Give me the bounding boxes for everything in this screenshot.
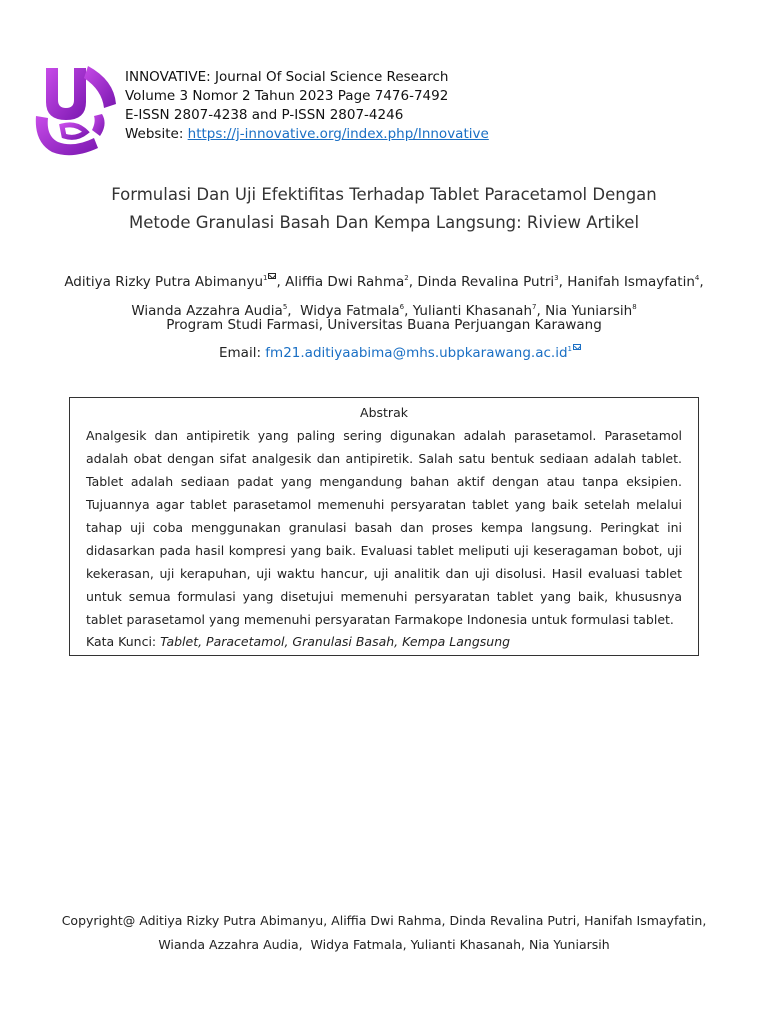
- website-link[interactable]: https://j-innovative.org/index.php/Innovative: [187, 126, 489, 142]
- footer-line-2: Wianda Azzahra Audia, Widya Fatmala, Yulianti Khasanah, Nia Yuniarsih: [158, 937, 610, 952]
- author-sup: 1: [263, 274, 268, 282]
- author-line-1: Aditiya Rizky Putra Abimanyu$^1$ , Aliffia Dwi Rahma$^2$, Dinda Revalina Putri$^3$, Hanifah Ismayfatin$^4$,: [64, 274, 704, 290]
- author-sup: 5: [282, 303, 288, 311]
- title-line-1: Formulasi Dan Uji Efektifitas Terhadap Tablet Paracetamol Dengan: [111, 185, 657, 204]
- author-sup: 8: [632, 303, 637, 311]
- abstract-text: Analgesik dan antipiretik yang paling sering digunakan adalah parasetamol. Parasetamol adalah obat dengan sifat analgesik dan antipiretik. Salah satu bentuk sediaan adalah tablet. Tablet adalah sediaan padat yang mengandung bahan aktif dengan atau tanpa eksipien. Tujuannya agar tablet parasetamol memenuhi persyaratan tablet yang baik setelah melalui tahap uji coba menggunakan granulasi basah dan proses kempa langsung. Peringkat ini didasarkan pada hasil kompresi yang baik. Evaluasi tablet meliputi uji keseragaman bobot, uji kekerasan, uji kerapuhan, uji waktu hancur, uji analitik dan uji disolusi. Hasil evaluasi tablet untuk semua formulasi yang disetujui memenuhi persyaratan tablet yang baik, khususnya tablet parasetamol yang memenuhi persyaratan Farmakope Indonesia untuk formulasi tablet.: [86, 428, 682, 627]
- journal-header: [125, 68, 489, 144]
- keywords-label: Kata Kunci:: [86, 634, 161, 649]
- journal-logo: [28, 60, 120, 160]
- affiliation: Program Studi Farmasi, Universitas Buana Perjuangan Karawang: [166, 317, 602, 333]
- title-line-2: Metode Granulasi Basah Dan Kempa Langsung: Riview Artikel: [128, 213, 640, 232]
- author-name: Widya Fatmala: [300, 303, 400, 319]
- abstract-box: [69, 397, 699, 656]
- author-name: Nia Yuniarsih: [545, 303, 633, 319]
- author-line-2: Wianda Azzahra Audia$^5$, Widya Fatmala$^6$, Yulianti Khasanah$^7$, Nia Yuniarsih$^8$: [131, 303, 637, 319]
- email-sup: 1: [567, 345, 572, 353]
- website-label: Website:: [125, 126, 188, 142]
- email-address[interactable]: fm21.aditiyaabima@mhs.ubpkarawang.ac.id: [265, 345, 568, 361]
- author-name: Yulianti Khasanah: [412, 303, 532, 319]
- article-title: [0, 181, 768, 237]
- journal-website: [125, 125, 489, 144]
- journal-issn: E-ISSN 2807-4238 and P-ISSN 2807-4246: [125, 107, 404, 123]
- mail-icon: [573, 344, 581, 350]
- author-name: Aliffia Dwi Rahma: [285, 274, 405, 290]
- contact-email: [0, 344, 768, 361]
- author-sup: 2: [404, 274, 409, 282]
- journal-volume: Volume 3 Nomor 2 Tahun 2023 Page 7476-7492: [125, 88, 449, 104]
- keywords: [86, 632, 682, 652]
- author-name: Wianda Azzahra Audia: [131, 303, 283, 319]
- email-label: Email:: [219, 345, 266, 361]
- author-sup: 3: [554, 274, 559, 282]
- author-sup: 7: [532, 303, 537, 311]
- mail-icon: [268, 273, 276, 279]
- author-name: Dinda Revalina Putri: [417, 274, 555, 290]
- author-sup: 6: [399, 303, 405, 311]
- author-list: [0, 266, 768, 324]
- author-name: Hanifah Ismayfatin: [567, 274, 695, 290]
- author-sup: 4: [694, 274, 700, 282]
- keywords-list: Tablet, Paracetamol, Granulasi Basah, Kempa Langsung: [160, 634, 511, 649]
- copyright-footer: [0, 909, 768, 957]
- abstract-heading: Abstrak: [360, 405, 408, 420]
- footer-line-1: Copyright@ Aditiya Rizky Putra Abimanyu, Aliffia Dwi Rahma, Dinda Revalina Putri, Hanifah Ismayfatin,: [61, 913, 707, 928]
- author-name: Aditiya Rizky Putra Abimanyu: [64, 274, 264, 290]
- journal-name: INNOVATIVE: Journal Of Social Science Research: [125, 69, 449, 85]
